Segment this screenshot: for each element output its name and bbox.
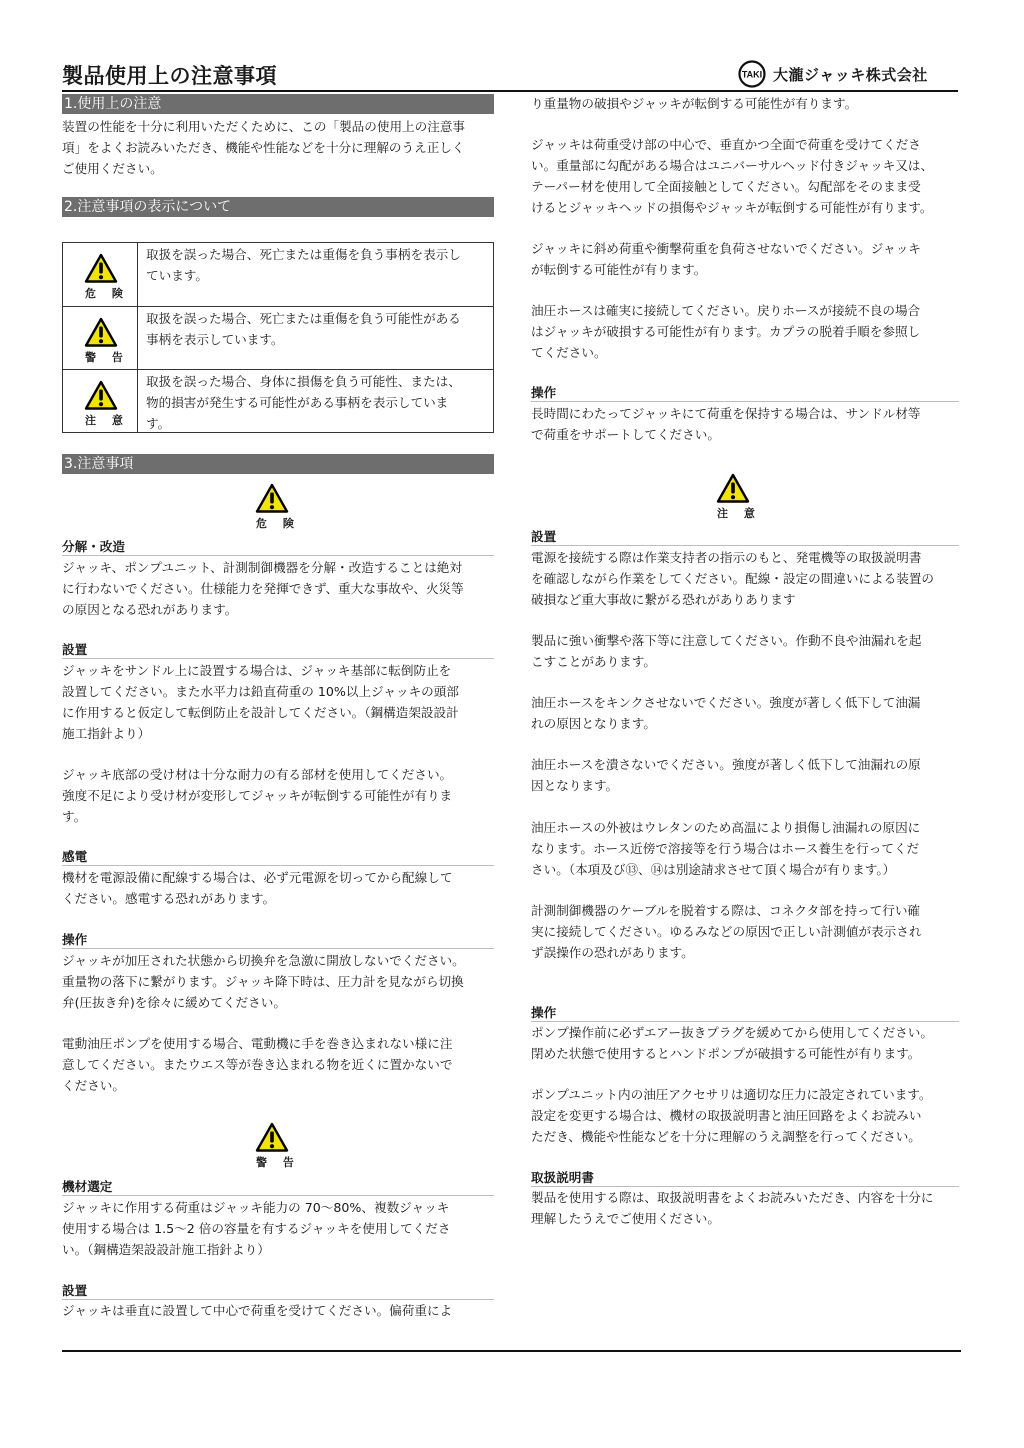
warning-triangle-icon [255, 483, 289, 514]
text-line: 弁(圧抜き弁)を徐々に緩めてください。 [62, 995, 286, 1010]
setchi-caution-text-4 [531, 754, 921, 796]
text-line: 製品に強い衝撃や落下等に注意してください。作動不良や油漏れを起 [531, 633, 922, 648]
subheading-setchi-danger: 設置 [62, 642, 494, 659]
setchi-warning-text-2 [531, 134, 933, 218]
kanden-text [62, 867, 452, 909]
setchi-caution-text-6 [531, 900, 921, 963]
text-line: なります。ホース近傍で溶接等を行う場合はホース養生を行ってくだ [531, 841, 920, 856]
sousa-danger-text-2 [62, 1033, 452, 1096]
caution-badge [79, 380, 129, 428]
page-title: 製品使用上の注意事項 [62, 64, 277, 88]
text-line: 取扱を誤った場合、死亡または重傷を負う可能性がある [146, 311, 461, 326]
text-line: 重量物の落下に繋がります。ジャッキ降下時は、圧力計を見ながら切換 [62, 974, 464, 989]
text-line: ず誤操作の恐れがあります。 [531, 945, 694, 960]
text-line: けるとジャッキヘッドの損傷やジャッキが転倒する可能性が有ります。 [531, 200, 933, 215]
warning-badge [79, 317, 129, 365]
text-line: に行わないでください。仕様能力を発揮できず、重大な事故や、火災等 [62, 581, 464, 596]
sousa-danger-text-1 [62, 950, 465, 1013]
section-1-heading: 1.使用上の注意 [62, 94, 494, 114]
setchi-caution-text-3 [531, 692, 920, 734]
text-line: はジャッキが破損する可能性が有ります。カプラの脱着手順を参照し [531, 324, 921, 339]
setchi-danger-text-2 [62, 764, 452, 827]
danger-badge [79, 253, 129, 301]
text-line: 破損など重大事故に繋がる恐れがありあります [531, 592, 796, 607]
company-logo-icon [738, 60, 766, 88]
sousa-warning-text [531, 403, 921, 445]
legend-row-warning [63, 307, 493, 370]
subheading-sousa-danger: 操作 [62, 932, 494, 949]
warning-triangle-icon [716, 473, 750, 504]
text-line: 計測制御機器のケーブルを脱着する際は、コネクタ部を持って行い確 [531, 903, 921, 918]
warning-label: 警 告 [256, 1156, 300, 1169]
text-line: 事柄を表示しています。 [146, 332, 284, 347]
setchi-caution-text-1 [531, 547, 934, 610]
text-line: す。 [62, 809, 87, 824]
text-line: 因となります。 [531, 778, 619, 793]
header-divider [62, 90, 958, 92]
kizai-text [62, 1197, 450, 1260]
hazard-legend-table [62, 242, 494, 433]
subheading-sousa-caution: 操作 [531, 1005, 959, 1022]
text-line: ご使用ください。 [62, 161, 163, 176]
text-line: ジャッキに作用する荷重はジャッキ能力の 70～80%、複数ジャッキ [62, 1200, 450, 1215]
warning-label: 警 告 [85, 351, 129, 364]
text-line: こすことがあります。 [531, 654, 656, 669]
text-line: 意してください。またウエス等が巻き込まれる物を近くに置かないで [62, 1057, 453, 1072]
setchi-warning-text-cont [531, 93, 857, 114]
legend-row-danger [63, 243, 493, 307]
legend-danger-text [138, 243, 465, 306]
text-line: 電動油圧ポンプを使用する場合、電動機に手を巻き込まれない様に注 [62, 1036, 453, 1051]
text-line: 実に接続してください。ゆるみなどの原因で正しい計測値が表示され [531, 924, 922, 939]
setchi-warning-text-1 [62, 1300, 452, 1321]
caution-label: 注 意 [85, 414, 129, 427]
text-line: 電源を接続する際は作業支持者の指示のもと、発電機等の取扱説明書 [531, 550, 922, 565]
bunkai-text [62, 557, 464, 620]
warning-badge [250, 1122, 300, 1170]
text-line: 取扱を誤った場合、死亡または重傷を負う事柄を表示し [146, 247, 461, 262]
text-line: を確認しながら作業をしてください。配線・設定の間違いによる装置の [531, 571, 934, 586]
setchi-caution-text-2 [531, 630, 921, 672]
text-line: 設定を変更する場合は、機材の取扱説明書と油圧回路をよくお読みい [531, 1108, 922, 1123]
text-line: 強度不足により受け材が変形してジャッキが転倒する可能性が有りま [62, 788, 453, 803]
legend-caution-text [138, 370, 465, 432]
text-line: ジャッキが加圧された状態から切換弁を急激に開放しないでください。 [62, 953, 465, 968]
svg-text:TAKI: TAKI [741, 69, 763, 80]
text-line: ください。 [62, 1078, 125, 1093]
subheading-kanden: 感電 [62, 849, 494, 866]
text-line: 施工指針より） [62, 726, 151, 741]
text-line: り重量物の破損やジャッキが転倒する可能性が有ります。 [531, 96, 858, 111]
text-line: で荷重をサポートしてください。 [531, 427, 720, 442]
manual-text [531, 1187, 934, 1229]
text-line: ただき、機能や性能などを十分に理解のうえ調整を行ってください。 [531, 1129, 921, 1144]
subheading-setchi-warning: 設置 [62, 1283, 494, 1300]
text-line: 油圧ホースをキンクさせないでください。強度が著しく低下して油漏 [531, 695, 921, 710]
caution-badge [711, 473, 761, 521]
warning-triangle-icon [255, 1122, 289, 1153]
text-line: 設置してください。また水平力は鉛直荷重の 10%以上ジャッキの頭部 [62, 684, 459, 699]
text-line: ています。 [146, 268, 208, 283]
setchi-warning-text-4 [531, 300, 920, 363]
text-line: 油圧ホースは確実に接続してください。戻りホースが接続不良の場合 [531, 303, 921, 318]
legend-row-caution [63, 370, 493, 432]
text-line: ジャッキ、ポンプユニット、計測制御機器を分解・改造することは絶対 [62, 560, 462, 575]
text-line: い。（鋼構造架設設計施工指針より） [62, 1242, 270, 1257]
section-3-heading: 3.注意事項 [62, 454, 494, 474]
text-line: ジャッキをサンドル上に設置する場合は、ジャッキ基部に転倒防止を [62, 663, 452, 678]
subheading-bunkai: 分解・改造 [62, 539, 494, 556]
text-line: 油圧ホースの外被はウレタンのため高温により損傷し油漏れの原因に [531, 820, 921, 835]
text-line: 閉めた状態で使用するとハンドポンプが破損する可能性が有ります。 [531, 1046, 921, 1061]
text-line: 機材を電源設備に配線する場合は、必ず元電源を切ってから配線して [62, 870, 453, 885]
text-line: ジャッキは荷重受け部の中心で、垂直かつ全面で荷重を受けてくださ [531, 137, 921, 152]
caution-label: 注 意 [717, 507, 761, 520]
text-line: ジャッキは垂直に設置して中心で荷重を受けてください。偏荷重によ [62, 1303, 453, 1318]
footer-divider [62, 1350, 961, 1352]
text-line: ジャッキ底部の受け材は十分な耐力の有る部材を使用してください。 [62, 767, 453, 782]
text-line: れの原因となります。 [531, 716, 656, 731]
text-line: テーパー材を使用して全面接触としてください。勾配部をそのまま受 [531, 179, 921, 194]
company-name: 大瀧ジャッキ株式会社 [773, 65, 928, 84]
section-2-heading: 2.注意事項の表示について [62, 197, 494, 217]
text-line: す。 [146, 416, 171, 431]
subheading-setchi-caution: 設置 [531, 529, 959, 546]
legend-warning-text [138, 307, 465, 369]
text-line: い。重量部に勾配がある場合はユニバーサルヘッド付きジャッキ又は、 [531, 158, 934, 173]
text-line: 装置の性能を十分に利用いただくために、この「製品の使用上の注意事 [62, 119, 465, 134]
text-line: ポンプ操作前に必ずエアー抜きプラグを緩めてから使用してください。 [531, 1025, 933, 1040]
subheading-manual: 取扱説明書 [531, 1170, 959, 1187]
setchi-caution-text-5 [531, 817, 920, 880]
text-line: さい。（本項及び⑬、⑭は別途請求させて頂く場合が有ります。） [531, 862, 896, 877]
company-brand [738, 60, 928, 88]
danger-label: 危 険 [256, 517, 300, 530]
text-line: ジャッキに斜め荷重や衝撃荷重を負荷させないでください。ジャッキ [531, 241, 921, 256]
text-line: ポンプユニット内の油圧アクセサリは適切な圧力に設定されています。 [531, 1087, 932, 1102]
text-line: に作用すると仮定して転倒防止を設計してください。（鋼構造架設設計 [62, 705, 459, 720]
text-line: 物的損害が発生する可能性がある事柄を表示していま [146, 395, 449, 410]
section-1-body [62, 116, 465, 179]
text-line: 項」をよくお読みいただき、機能や性能などを十分に理解のうえ正しく [62, 140, 465, 155]
warning-triangle-icon [84, 317, 118, 348]
danger-badge [250, 483, 300, 531]
warning-triangle-icon [84, 253, 118, 284]
sousa-caution-text-1 [531, 1022, 933, 1064]
text-line: が転倒する可能性が有ります。 [531, 262, 707, 277]
text-line: 取扱を誤った場合、身体に損傷を負う可能性、または、 [146, 374, 461, 389]
setchi-danger-text-1 [62, 660, 459, 744]
setchi-warning-text-3 [531, 238, 921, 280]
text-line: ください。感電する恐れがあります。 [62, 891, 276, 906]
danger-label: 危 険 [85, 287, 129, 300]
warning-triangle-icon [84, 380, 118, 411]
text-line: 長時間にわたってジャッキにて荷重を保持する場合は、サンドル材等 [531, 406, 921, 421]
text-line: 油圧ホースを潰さないでください。強度が著しく低下して油漏れの原 [531, 757, 921, 772]
text-line: の原因となる恐れがあります。 [62, 602, 238, 617]
text-line: 使用する場合は 1.5～2 倍の容量を有するジャッキを使用してくださ [62, 1221, 451, 1236]
text-line: てください。 [531, 345, 607, 360]
sousa-caution-text-2 [531, 1084, 931, 1147]
subheading-kizai: 機材選定 [62, 1179, 494, 1196]
subheading-sousa-warning: 操作 [531, 385, 959, 402]
text-line: 理解したうえでご使用ください。 [531, 1211, 720, 1226]
text-line: 製品を使用する際は、取扱説明書をよくお読みいただき、内容を十分に [531, 1190, 934, 1205]
